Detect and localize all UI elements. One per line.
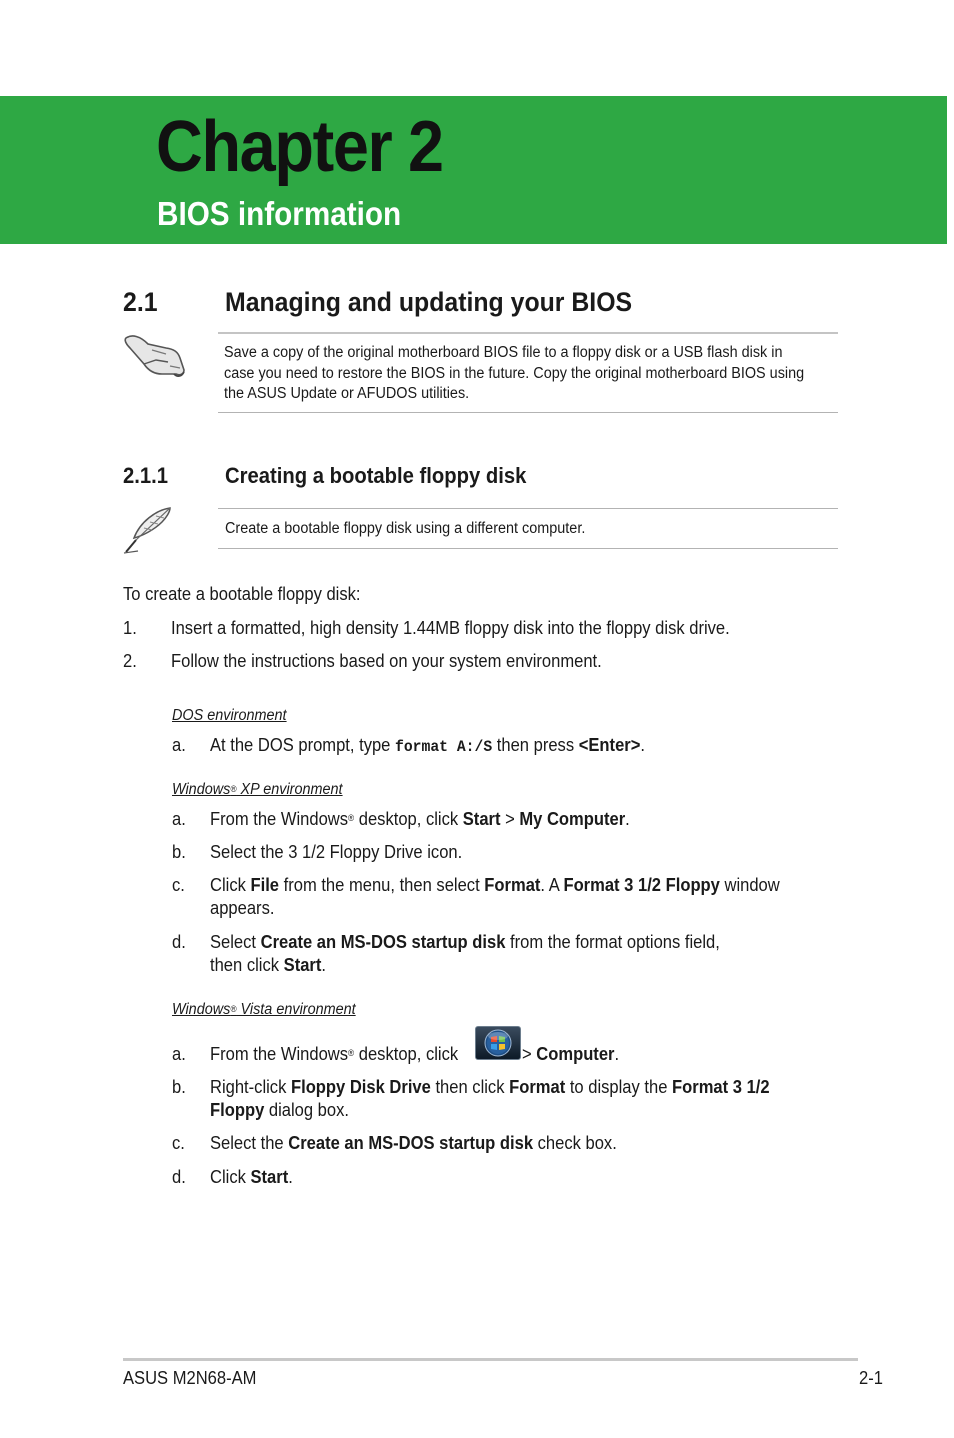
bios-note [224,343,838,405]
xp-step-c: Click File from the menu, then select Format. A Format 3 1/2 Floppy window appears. [210,875,780,918]
section-number: 2.1 [123,287,158,317]
note-top-rule [218,508,838,509]
list-marker: d. [172,1167,186,1187]
vista-step-a-end: > Computer. [522,1044,620,1064]
vista-step-b: Right-click Floppy Disk Drive then click Format to display the Format 3 1/2 Floppy dialog box. [210,1077,770,1120]
section-rule [218,332,838,334]
intro-text: To create a bootable floppy disk: [123,584,361,604]
step-marker: 2. [123,651,137,671]
list-marker: c. [172,875,185,895]
command-code: format A:/S [395,738,493,756]
chapter-subtitle: BIOS information [157,195,402,232]
list-marker: b. [172,842,186,862]
note-bottom-rule [218,548,838,549]
xp-step-a: From the Windows® desktop, click Start > My Computer. [210,809,630,829]
footer-rule [123,1358,858,1361]
list-marker: b. [172,1077,186,1097]
vista-step-d: Click Start. [210,1167,293,1187]
page-number: 2-1 [859,1368,883,1388]
subsection-number: 2.1.1 [123,463,169,488]
chapter-title: Chapter 2 [156,107,443,187]
note-bottom-rule [218,412,838,413]
quill-pen-icon [120,504,176,556]
section-title: Managing and updating your BIOS [225,287,633,317]
list-marker: a. [172,735,186,755]
footer-model: ASUS M2N68-AM [123,1368,257,1388]
vista-step-c: Select the Create an MS-DOS startup disk check box. [210,1133,617,1153]
dos-step-a: At the DOS prompt, type format A:/S then press <Enter>. [210,735,646,756]
subsection-title: Creating a bootable floppy disk [225,463,527,488]
vista-step-a-start: From the Windows® desktop, click [210,1044,459,1064]
note-line: Save a copy of the original motherboard BIOS file to a floppy disk or a USB flash disk in [224,344,783,361]
step-marker: 1. [123,618,137,638]
list-marker: d. [172,932,186,952]
list-marker: a. [172,809,186,829]
step-text: Insert a formatted, high density 1.44MB floppy disk into the floppy disk drive. [171,618,730,638]
floppy-note: Create a bootable floppy disk using a different computer. [225,520,586,537]
hand-pointer-icon [122,330,188,382]
xp-step-d: Select Create an MS-DOS startup disk from the format options field, then click Start. [210,932,720,975]
xp-env-title: Windows® XP environment [172,781,343,798]
note-line: the ASUS Update or AFUDOS utilities. [224,385,470,402]
list-marker: c. [172,1133,185,1153]
dos-env-title: DOS environment [172,707,287,724]
step-text: Follow the instructions based on your system environment. [171,651,602,671]
chapter-banner [0,96,947,244]
xp-step-b: Select the 3 1/2 Floppy Drive icon. [210,842,463,862]
list-marker: a. [172,1044,186,1064]
windows-start-orb-icon [475,1026,521,1060]
note-line: case you need to restore the BIOS in the future. Copy the original motherboard BIOS using [224,364,805,382]
vista-env-title: Windows® Vista environment [172,1001,356,1018]
